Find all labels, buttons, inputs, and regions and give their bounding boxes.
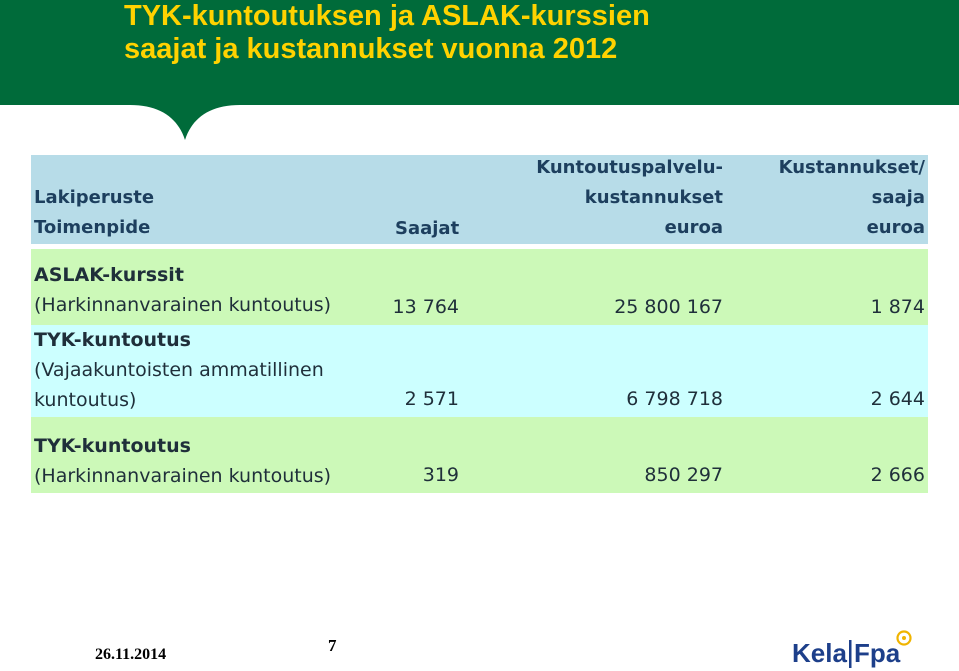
table-row	[31, 249, 928, 325]
kela-fpa-logo	[792, 628, 914, 670]
slide-title-line-1: TYK-kuntoutuksen ja ASLAK-kurssien	[124, 0, 650, 32]
header-col3-line3: euroa	[664, 217, 723, 238]
cell-saajat: 2 571	[404, 388, 459, 410]
header-toimenpide-label: Toimenpide	[34, 217, 151, 238]
cell-per-saaja: 1 874	[870, 296, 925, 318]
table-row	[31, 417, 928, 493]
title-banner	[0, 0, 959, 105]
header-col4-line3: euroa	[866, 217, 925, 238]
header-kustannukset-per-saaja	[779, 153, 925, 243]
cell-per-saaja: 2 644	[870, 388, 925, 410]
header-lakiperuste-label: Lakiperuste	[34, 187, 155, 208]
header-kuntoutuspalvelukustannukset	[536, 153, 723, 243]
cell-kustannukset: 850 297	[644, 464, 723, 486]
cell-kustannukset: 6 798 718	[626, 388, 723, 410]
table-header	[31, 155, 928, 244]
header-col3-line2: kustannukset	[584, 187, 723, 208]
row-label	[34, 260, 331, 320]
footer-date: 26.11.2014	[95, 646, 167, 663]
logo-kela-text: Kela	[792, 638, 847, 668]
logo-fpa-text: Fpa	[854, 638, 901, 668]
row-title: TYK-kuntoutus	[34, 435, 191, 457]
cell-per-saaja: 2 666	[870, 464, 925, 486]
banner-notch-shape	[0, 100, 959, 145]
cell-kustannukset: 25 800 167	[614, 296, 723, 318]
table-row	[31, 325, 928, 417]
header-col4-line2: saaja	[871, 187, 925, 208]
costs-table	[31, 155, 928, 493]
row-label	[34, 431, 331, 491]
page-number: 7	[328, 636, 337, 655]
header-col4-line1: Kustannukset/	[778, 157, 925, 178]
header-col3-line1: Kuntoutuspalvelu-	[536, 157, 723, 178]
row-label	[34, 325, 324, 415]
row-description: (Vajaakuntoisten ammatillinen	[34, 359, 324, 381]
logo-emblem-dot	[902, 636, 906, 640]
row-title: TYK-kuntoutus	[34, 329, 191, 351]
slide-title	[124, 0, 650, 66]
row-description: (Harkinnanvarainen kuntoutus)	[34, 294, 332, 316]
header-saajat: Saajat	[395, 218, 460, 239]
row-description: (Harkinnanvarainen kuntoutus)	[34, 465, 332, 487]
header-lakiperuste	[34, 183, 154, 243]
slide-title-line-2: saajat ja kustannukset vuonna 2012	[124, 33, 618, 65]
cell-saajat: 13 764	[392, 296, 459, 318]
row-title: ASLAK-kurssit	[34, 264, 184, 286]
row-description-cont: kuntoutus)	[34, 389, 137, 411]
logo-divider	[849, 640, 852, 668]
cell-saajat: 319	[422, 464, 459, 486]
